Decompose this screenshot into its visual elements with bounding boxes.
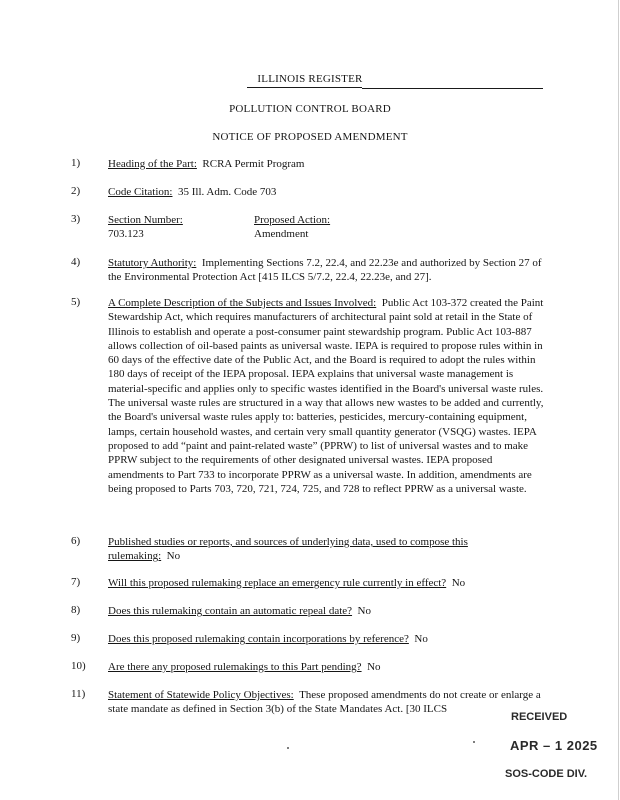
item-number: 7): [71, 576, 81, 588]
item-number: 1): [71, 157, 81, 169]
item-value: RCRA Permit Program: [202, 158, 305, 170]
scan-edge-line: [618, 0, 619, 800]
item-value: No: [414, 633, 428, 645]
item-number: 3): [71, 213, 81, 225]
item-label: Heading of the Part:: [108, 158, 197, 170]
item-label: Published studies or reports, and sources of underlying data, used to compose this rulemaking:: [108, 536, 468, 563]
item-heading: [108, 157, 548, 171]
section-number-col: [108, 213, 248, 241]
received-stamp-date: APR – 1 2025: [510, 738, 598, 753]
item-number: 9): [71, 632, 81, 644]
item-description: [108, 296, 548, 496]
item-repeal-date: [108, 604, 548, 618]
item-published-studies: [108, 535, 508, 563]
received-stamp-division: SOS-CODE DIV.: [505, 768, 588, 780]
item-value: These proposed amendments do not create or enlarge a state mandate as defined in Section 3(b) of the State Mandates Act. [30 ILCS: [108, 689, 541, 716]
item-value: No: [357, 605, 371, 617]
item-pending-rulemakings: [108, 660, 548, 674]
board-title: POLLUTION CONTROL BOARD: [229, 103, 391, 115]
scan-speck: [287, 747, 289, 749]
item-emergency-rule: [108, 576, 548, 590]
item-label: Does this rulemaking contain an automatic repeal date?: [108, 605, 353, 617]
item-label: Code Citation:: [108, 186, 173, 198]
item-value: No: [166, 550, 181, 563]
item-label: Statutory Authority:: [108, 257, 197, 269]
item-code-citation: [108, 185, 548, 199]
item-number: 5): [71, 296, 81, 308]
proposed-action-label: Proposed Action:: [254, 214, 331, 226]
item-label: Are there any proposed rulemakings to this Part pending?: [108, 661, 362, 673]
header-rule-right: [362, 88, 543, 89]
item-number: 8): [71, 604, 81, 616]
notice-title: NOTICE OF PROPOSED AMENDMENT: [212, 131, 408, 143]
proposed-action-col: [254, 213, 454, 241]
item-number: 6): [71, 535, 81, 547]
item-value: No: [451, 577, 466, 589]
item-value: Implementing Sections 7.2, 22.4, and 22.23e and authorized by Section 27 of the Environmental Protection Act [415 ILCS 5/7.2, 22.4, 22.23e, and 27].: [108, 257, 542, 284]
item-label: Does this proposed rulemaking contain incorporations by reference?: [108, 633, 409, 645]
item-value: No: [367, 661, 381, 673]
item-value: Public Act 103-372 created the Paint Stewardship Act, which requires manufacturers of architectural paint sold at retail in the State of Illinois to establish and operate a post-consumer paint stewardship program. Public Act 103-887 allows collection of oil-based paints as universal waste. IEPA is required to propose rules within in 60 days of the effective date of the Public Act, and the Board is required to adopt the rules within 180 days of receipt of the IEPA proposal. IEPA explains that universal waste management is material-specific and applies only to specific wastes identified in the Board's universal waste rules. The universal waste rules are structured in a way that allows new wastes to be added and currently, the Board's universal waste rules apply to: batteries, pesticides, mercury-containing equipment, lamps, certain household wastes, and certain very small quantity generator (VSQG) wastes. IEPA proposed to add “paint and paint-related waste” (PPRW) to list of universal wastes and to make PPRW subject to the requirements of other designated universal wastes. IEPA proposed amendments to Part 733 to incorporate PPRW as a universal waste. In addition, amendments are being proposed to Parts 703, 720, 721, 724, 725, and 728 to reflect PPRW as a universal waste.: [108, 297, 544, 495]
item-label: Will this proposed rulemaking replace an emergency rule currently in effect?: [108, 577, 447, 589]
register-title: ILLINOIS REGISTER: [257, 73, 363, 85]
item-statewide-policy: [108, 688, 548, 716]
section-number-label: Section Number:: [108, 214, 183, 226]
item-label: Statement of Statewide Policy Objectives:: [108, 689, 294, 701]
item-number: 10): [71, 660, 86, 672]
item-statutory-authority: [108, 256, 548, 284]
item-value: 35 Ill. Adm. Code 703: [177, 186, 277, 198]
item-number: 2): [71, 185, 81, 197]
item-label: A Complete Description of the Subjects and Issues Involved:: [108, 297, 377, 309]
proposed-action-value: Amendment: [254, 228, 309, 241]
section-number-value: 703.123: [108, 228, 144, 241]
scan-speck: [473, 741, 475, 743]
item-incorporations: [108, 632, 548, 646]
received-stamp-label: RECEIVED: [511, 711, 568, 723]
header-underline-left: [247, 87, 362, 88]
item-number: 11): [71, 688, 86, 700]
item-number: 4): [71, 256, 81, 268]
